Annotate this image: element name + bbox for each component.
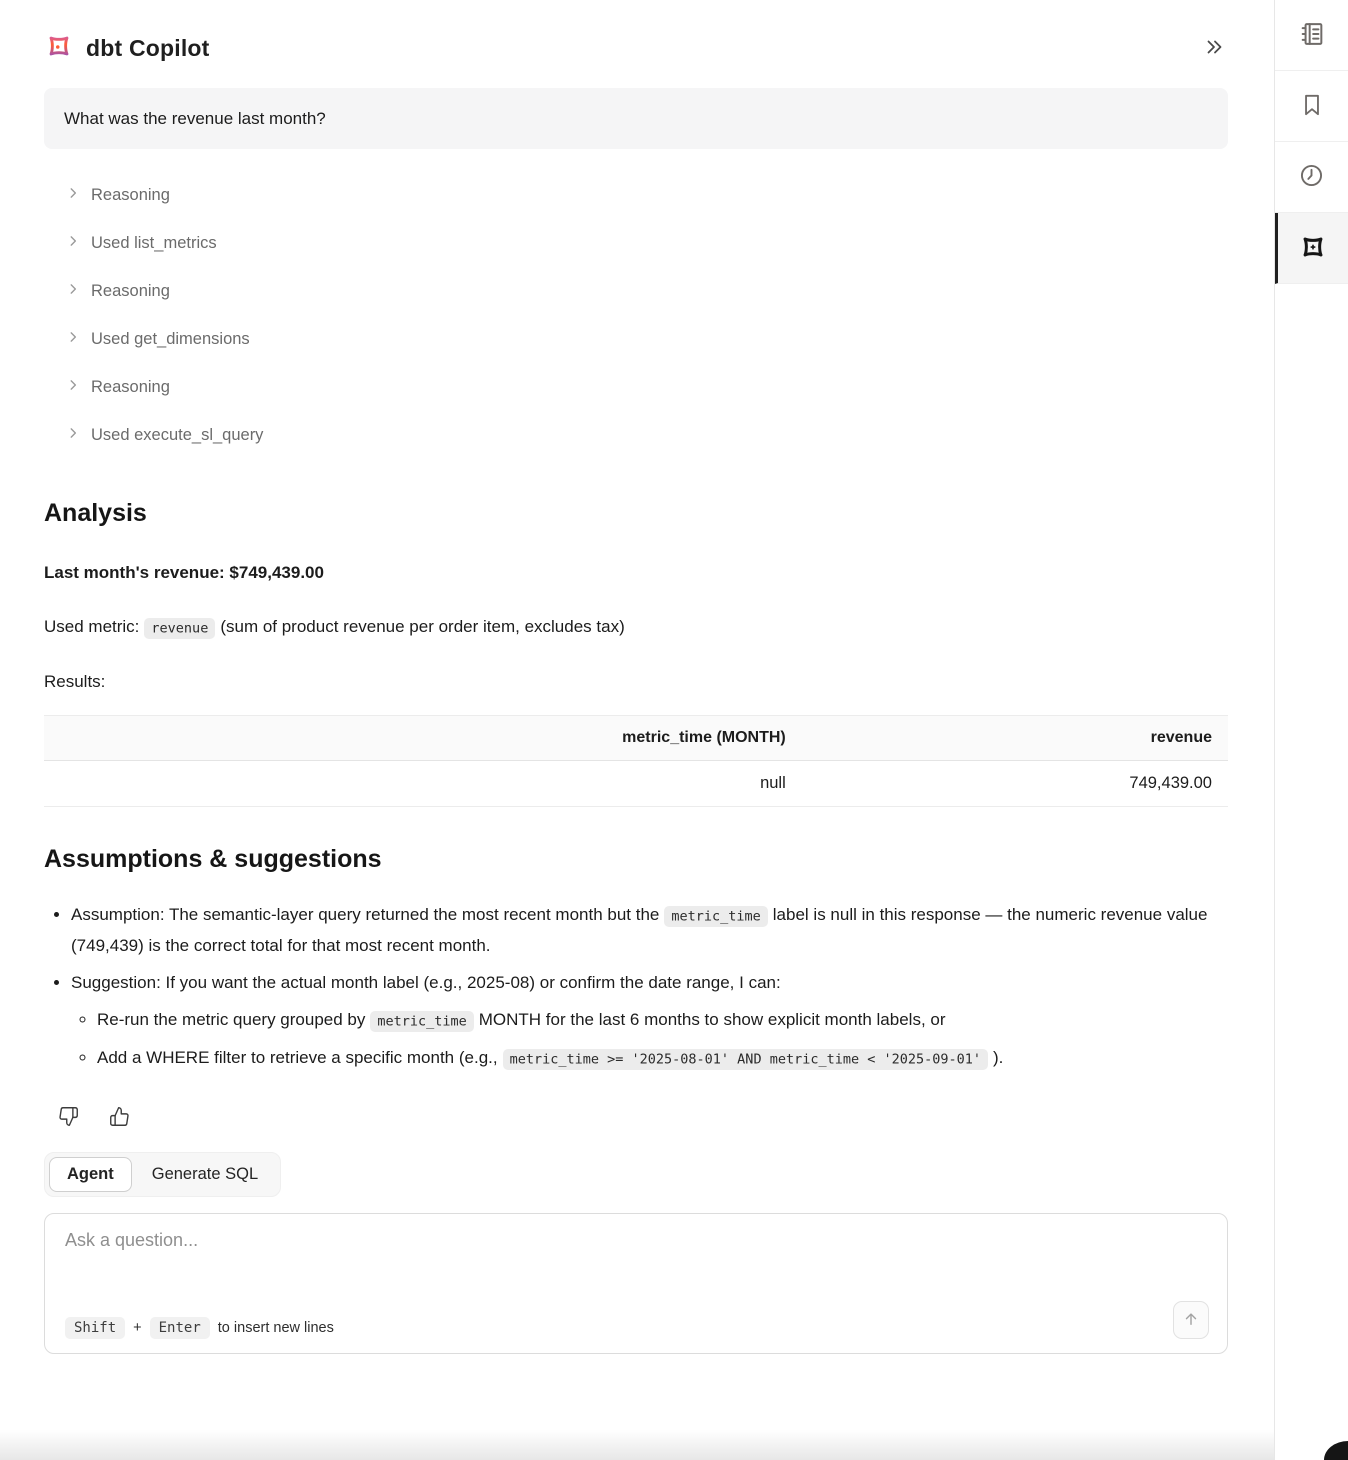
- bottom-fade: [0, 1430, 1274, 1460]
- sidebar-item-dbt-copilot[interactable]: [1275, 213, 1348, 284]
- suggestion-text: MONTH for the last 6 months to show explicit month labels, or: [478, 1010, 946, 1029]
- chevron-right-icon: [66, 234, 80, 253]
- assumptions-heading: Assumptions & suggestions: [44, 845, 382, 873]
- suggestion-text: Suggestion: If you want the actual month label (e.g., 2025-08) or confirm the date range, I can:: [71, 973, 781, 992]
- suggestion-item: [71, 968, 1228, 1074]
- step-reasoning-3[interactable]: [44, 363, 1228, 411]
- step-label: Reasoning: [91, 281, 170, 300]
- arrow-up-icon: [1182, 1310, 1200, 1331]
- analysis-heading: Analysis: [44, 499, 147, 527]
- hint-text: to insert new lines: [217, 1320, 334, 1336]
- chevron-right-icon: [66, 426, 80, 445]
- feedback-row: [44, 1106, 1228, 1130]
- tab-agent[interactable]: Agent: [49, 1157, 132, 1192]
- sidebar-item-history[interactable]: [1275, 142, 1348, 213]
- user-question-text: What was the revenue last month?: [64, 108, 326, 128]
- icon-rail: [1274, 0, 1348, 1460]
- suggestion-sublist: [71, 1005, 1228, 1074]
- agent-steps-list: [44, 171, 1228, 459]
- assumption-text: Assumption: The semantic-layer query returned the most recent month but the: [71, 905, 660, 924]
- metric-code-chip: revenue: [144, 618, 215, 639]
- cell-metric-time: null: [44, 761, 802, 807]
- metric-time-chip: metric_time: [664, 906, 767, 927]
- step-used-list-metrics[interactable]: [44, 219, 1228, 267]
- dbt-logo-icon: [1298, 232, 1328, 265]
- notebook-icon: [1298, 20, 1326, 51]
- dbt-copilot-logo-icon: [44, 31, 74, 66]
- used-metric-suffix: (sum of product revenue per order item, excludes tax): [220, 617, 625, 636]
- assumption-text: label is null in this response — the numeric revenue value (749,439) is the correct total for that most recent month.: [71, 905, 1208, 955]
- used-metric-prefix: Used metric:: [44, 617, 140, 636]
- step-used-get-dimensions[interactable]: [44, 315, 1228, 363]
- enter-key-chip: Enter: [150, 1317, 210, 1339]
- table-row: [44, 761, 1228, 807]
- metric-time-chip: metric_time: [370, 1011, 473, 1032]
- shift-key-chip: Shift: [65, 1317, 125, 1339]
- ask-question-input[interactable]: [65, 1230, 1209, 1301]
- user-question-bubble: [44, 88, 1228, 149]
- results-table: [44, 715, 1228, 807]
- ask-question-box: [44, 1213, 1228, 1354]
- results-table-header-row: [44, 716, 1228, 761]
- newline-hint: [65, 1317, 334, 1339]
- assumptions-list: [44, 900, 1228, 1074]
- step-label: Used list_metrics: [91, 233, 217, 252]
- thumbs-up-icon: [109, 1106, 130, 1130]
- tab-generate-sql[interactable]: Generate SQL: [134, 1157, 276, 1192]
- step-label: Reasoning: [91, 377, 170, 396]
- step-label: Used get_dimensions: [91, 329, 250, 348]
- step-reasoning-2[interactable]: [44, 267, 1228, 315]
- cell-revenue: 749,439.00: [802, 761, 1228, 807]
- suggestion-sub-item: [97, 1005, 1228, 1036]
- step-used-execute-sl-query[interactable]: [44, 411, 1228, 459]
- thumbs-down-icon: [58, 1106, 79, 1130]
- chevron-double-right-icon: [1204, 37, 1224, 60]
- column-header-metric-time: metric_time (MONTH): [44, 716, 802, 761]
- sidebar-item-notebook[interactable]: [1275, 0, 1348, 71]
- chevron-right-icon: [66, 330, 80, 349]
- clock-icon: [1298, 162, 1325, 192]
- bookmark-icon: [1299, 92, 1325, 121]
- where-filter-code-chip: metric_time >= '2025-08-01' AND metric_time < '2025-09-01': [503, 1049, 988, 1070]
- sidebar-item-bookmark[interactable]: [1275, 71, 1348, 142]
- collapse-panel-button[interactable]: [1200, 34, 1228, 62]
- thumbs-up-button[interactable]: [109, 1106, 130, 1130]
- panel-header: [44, 30, 1228, 66]
- results-label: Results:: [44, 672, 106, 691]
- suggestion-sub-item: [97, 1043, 1228, 1074]
- step-reasoning-1[interactable]: [44, 171, 1228, 219]
- page-title: dbt Copilot: [86, 34, 210, 61]
- plus-sign: +: [133, 1320, 142, 1336]
- column-header-revenue: revenue: [802, 716, 1228, 761]
- step-label: Used execute_sl_query: [91, 425, 264, 444]
- thumbs-down-button[interactable]: [58, 1106, 79, 1130]
- ask-box-footer: [65, 1301, 1209, 1339]
- suggestion-text: Add a WHERE filter to retrieve a specific month (e.g.,: [97, 1048, 498, 1067]
- chevron-right-icon: [66, 186, 80, 205]
- revenue-summary: Last month's revenue: $749,439.00: [44, 563, 324, 582]
- suggestion-text: ).: [993, 1048, 1004, 1067]
- assumption-item: [71, 900, 1228, 961]
- step-label: Reasoning: [91, 185, 170, 204]
- used-metric-line: [44, 612, 1228, 643]
- chevron-right-icon: [66, 282, 80, 301]
- chevron-right-icon: [66, 378, 80, 397]
- suggestion-text: Re-run the metric query grouped by: [97, 1010, 366, 1029]
- brand: [44, 31, 210, 66]
- send-button[interactable]: [1173, 1301, 1209, 1339]
- mode-switch: [44, 1152, 281, 1197]
